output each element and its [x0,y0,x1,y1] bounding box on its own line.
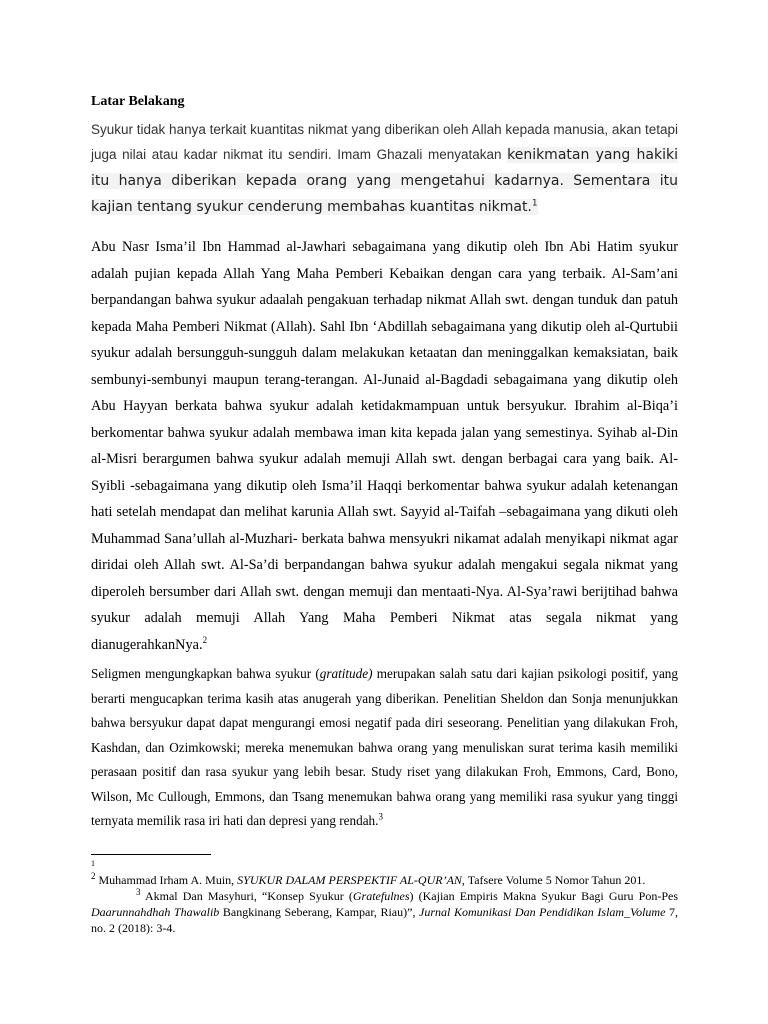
definitions-text: Abu Nasr Isma’il Ibn Hammad al-Jawhari sebagaimana yang dikutip oleh Ibn Abi Hatim syukur adalah pujian kepada Allah Yang Maha Pemberi Kebaikan dengan cara yang terbaik. Al-Sam’ani berpandangan bahwa syukur adaalah pengakuan terhadap nikmat Allah swt. dengan tunduk dan patuh kepada Maha Pemberi Nikmat (Allah). Sahl Ibn ‘Abdillah sebagaimana yang dikutip oleh al-Qurtubii syukur adalah bersungguh-sungguh dalam melakukan ketaatan dan meninggalkan kemaksiatan, baik sembunyi-sembunyi maupun terang-terangan. Al-Junaid al-Bagdadi sebagaimana yang dikutip oleh Abu Hayyan berkata bahwa syukur adalah ketidakmampuan untuk bersyukur. Ibrahim al-Biqa’i berkomentar bahwa syukur adalah membawa iman kita kepada jalan yang semestinya. Syihab al-Din al-Misri berargumen bahwa syukur adalah memuji Allah swt. dengan berbagai cara yang baik. Al-Syibli -sebagaimana yang dikutip oleh Isma’il Haqqi berkomentar bahwa syukur adalah ketenangan hati setelah mendapat dan melihat karunia Allah swt. Sayyid al-Taifah –sebagaimana yang dikuti oleh Muhammad Sana’ullah al-Muzhari- berkata bahwa mensyukri nikamat adalah menyikapi nikmat agar diridai oleh Allah swt. Al-Sa’di berpandangan bahwa syukur adalah mengakui segala nikmat yang diperoleh bersumber dari Allah swt. dengan memuji dan mentaati-Nya. Al-Sya’rawi berijtihad bahwa syukur adalah memuji Allah Yang Maha Pemberi Nikmat atas segala nikmat yang dianugerahkanNya. [91,239,678,653]
footnote-1 [91,859,678,868]
psychology-term: gratitude) [319,666,373,681]
section-heading: Latar Belakang [91,94,185,109]
footnote-1-mark: 1 [91,858,95,868]
footnote-3-italic-d: Daarunnahdhah Thawalib [91,904,220,919]
footnote-2-text: Muhammad Irham A. Muin, [95,872,238,887]
document-page [91,93,678,936]
footnote-ref-1[interactable]: 1 [531,198,538,209]
footnote-2-mark: 2 [91,870,96,881]
intro-text: Syukur tidak hanya terkait kuantitas nikmat yang diberikan oleh Allah kepada manusia, akan tetapi juga nilai atau kadar nikmat itu sendiri. Imam Ghazali menyatakan [91,122,678,162]
footnote-3-mark: 3 [136,886,141,897]
psychology-text-after: merupakan salah satu dari kajian psikologi positif, yang berarti mengucapkan terima kasih atas anugerah yang diberikan. Penelitian Sheldon dan Sonja menunjukkan bahwa bersyukur dapat dapat mengurangi emosi negatif pada diri seseorang. Penelitian yang dilakukan Froh, Kashdan, dan Ozimkowski; mereka menemukan bahwa orang yang menuliskan surat terima kasih memiliki perasaan positif dan rasa syukur yang lebih besar. Study riset yang dilakukan Froh, Emmons, Card, Bono, Wilson, Mc Cullough, Emmons, dan Tsang menemukan bahwa orang yang memiliki rasa syukur yang tinggi ternyata memilik rasa iri hati dan depresi yang rendah. [91,666,678,828]
footnote-3-text-g: 7, no. 2 (2018): 3-4. [91,904,678,935]
footnote-2-source: , Tafsere Volume 5 Nomor Tahun 201. [461,872,646,887]
highlight-text: kenikmatan yang hakiki itu hanya diberikan kepada orang yang mengetahui kadarnya. Sementara itu kajian tentang syukur cenderung membahas kuantitas nikmat. [91,147,678,215]
psychology-text-before: Seligmen mengungkapkan bahwa syukur ( [91,666,320,681]
footnote-ref-2[interactable]: 2 [202,634,208,645]
footnote-3 [91,888,678,936]
footnote-2-title: SYUKUR DALAM PERSPEKTIF AL-QUR’AN [237,872,462,887]
paragraph-definitions [91,234,678,658]
paragraph-intro [91,117,678,220]
footnote-2 [91,872,678,888]
footnote-3-italic-b: Gratefulnes [352,888,410,903]
footnote-separator [91,854,211,855]
footnote-3-text-e: Bangkinang Seberang, Kampar, Riau)”, [219,904,420,919]
footnote-3-text-c: ) (Kajian Empiris Makna Syukur Bagi Guru Pon-Pes [409,888,678,903]
footnote-3-text-a: Akmal Dan Masyhuri, “Konsep Syukur ( [140,888,353,903]
footnote-ref-3[interactable]: 3 [378,811,383,822]
footnote-3-journal: Jurnal Komunikasi Dan Pendidikan Islam_Volume [419,904,666,919]
paragraph-psychology [91,662,678,834]
